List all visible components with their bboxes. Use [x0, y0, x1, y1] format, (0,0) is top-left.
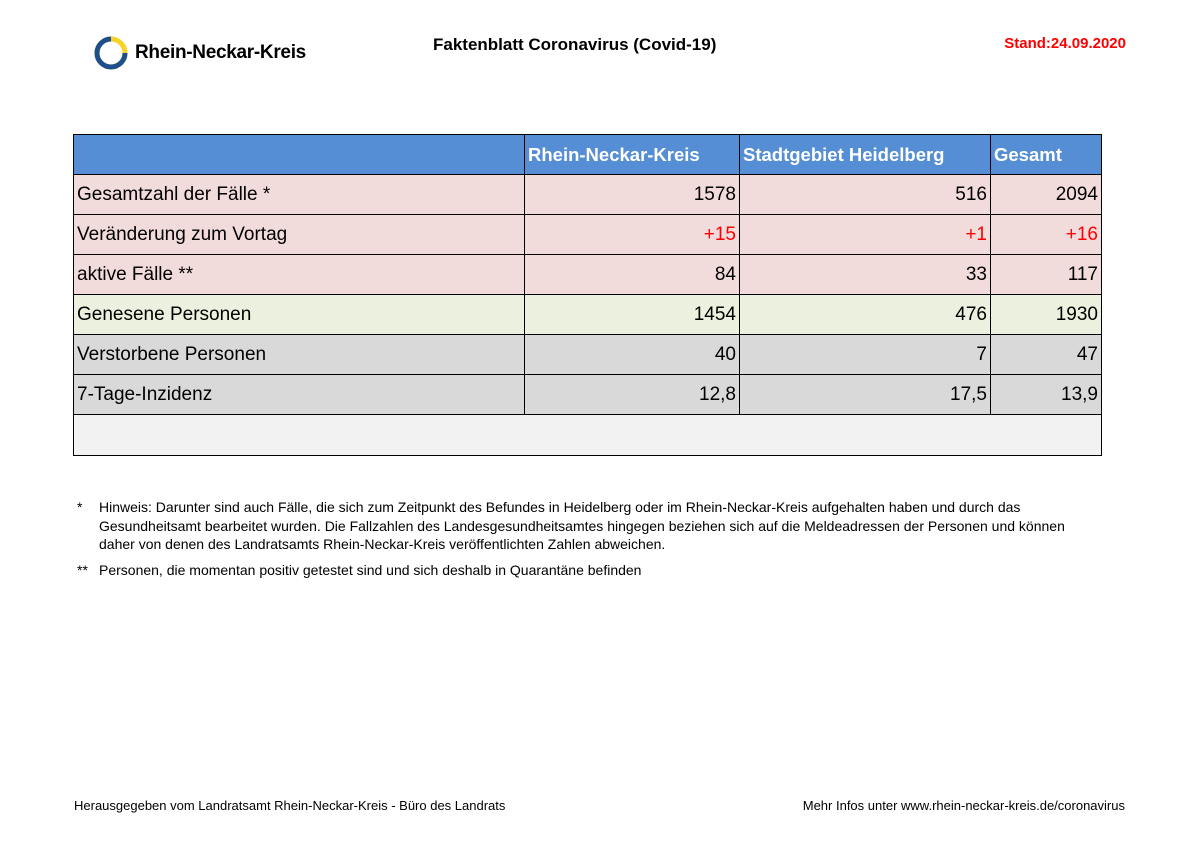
column-header: Stadtgebiet Heidelberg	[740, 135, 991, 175]
cell-value: 17,5	[740, 375, 991, 415]
cell-value: 1454	[525, 295, 740, 335]
cell-value: +16	[991, 215, 1102, 255]
table-row	[74, 215, 1102, 255]
cell-value: +15	[525, 215, 740, 255]
cell-value: 13,9	[991, 375, 1102, 415]
logo-ring-icon	[93, 35, 129, 71]
cell-value: +1	[740, 215, 991, 255]
cell-value: 12,8	[525, 375, 740, 415]
table-row	[74, 335, 1102, 375]
cell-value: 2094	[991, 175, 1102, 215]
table-row	[74, 295, 1102, 335]
logo	[93, 34, 306, 72]
footnote	[77, 498, 1077, 554]
table-row	[74, 255, 1102, 295]
cell-value: 1578	[525, 175, 740, 215]
cell-value: 516	[740, 175, 991, 215]
cell-value: 117	[991, 255, 1102, 295]
stand-date: Stand:24.09.2020	[1004, 35, 1126, 52]
footnote	[77, 561, 1077, 580]
empty-table-row	[74, 415, 1102, 456]
cell-value: 84	[525, 255, 740, 295]
footnote-marker: *	[77, 499, 83, 515]
row-label: Veränderung zum Vortag	[74, 215, 525, 255]
column-header: Gesamt	[991, 135, 1102, 175]
footnotes	[77, 498, 1077, 586]
row-label: Genesene Personen	[74, 295, 525, 335]
footnote-text: Hinweis: Darunter sind auch Fälle, die sich zum Zeitpunkt des Befundes in Heidelberg oder im Rhein-Neckar-Kreis aufgehalten haben und durch das Gesundheitsamt bearbeitet wurden. Die Fallzahlen des Landesgesundheitsamtes hingegen beziehen sich auf die Meldeadressen der Personen und können daher von denen des Landratsamts Rhein-Neckar-Kreis veröffentlichten Zahlen abweichen.	[99, 499, 1065, 552]
cell-value: 47	[991, 335, 1102, 375]
cell-value: 1930	[991, 295, 1102, 335]
footnote-marker: **	[77, 561, 88, 578]
table-header-row	[74, 135, 1102, 175]
facts-table	[73, 134, 1102, 456]
footer-info-link[interactable]: Mehr Infos unter www.rhein-neckar-kreis.de/coronavirus	[802, 798, 1125, 813]
cell-value: 33	[740, 255, 991, 295]
cell-value: 40	[525, 335, 740, 375]
empty-cell	[74, 415, 1102, 456]
row-label: 7-Tage-Inzidenz	[74, 375, 525, 415]
footnote-text: Personen, die momentan positiv getestet sind und sich deshalb in Quarantäne befinden	[99, 561, 642, 578]
column-header	[74, 135, 525, 175]
row-label: aktive Fälle **	[74, 255, 525, 295]
column-header: Rhein-Neckar-Kreis	[525, 135, 740, 175]
logo-text: Rhein-Neckar-Kreis	[135, 42, 306, 63]
footer-publisher: Herausgegeben vom Landratsamt Rhein-Neckar-Kreis - Büro des Landrats	[74, 798, 506, 813]
row-label: Gesamtzahl der Fälle *	[74, 175, 525, 215]
row-label: Verstorbene Personen	[74, 335, 525, 375]
table-row	[74, 175, 1102, 215]
cell-value: 7	[740, 335, 991, 375]
cell-value: 476	[740, 295, 991, 335]
page-title: Faktenblatt Coronavirus (Covid-19)	[433, 35, 717, 54]
table-row	[74, 375, 1102, 415]
